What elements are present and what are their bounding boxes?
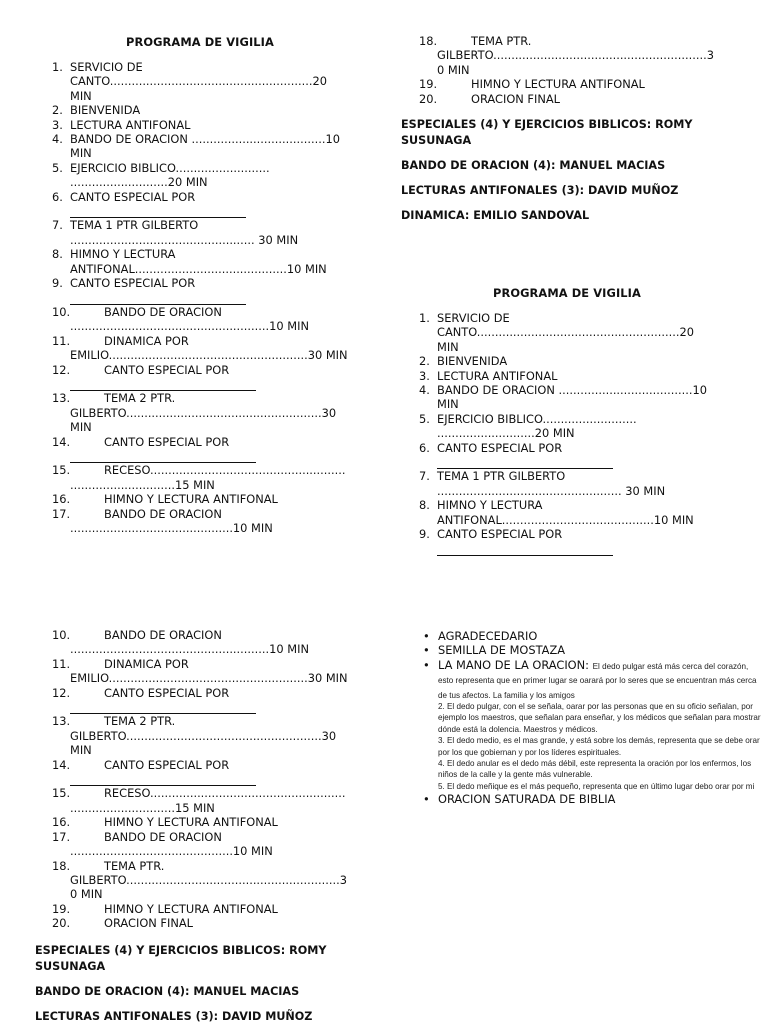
prayer-hand-text: 3. El dedo medio, es el mas grande, y está sobre los demás, representa que se debe orar por los que gobiernan y por los líderes espirituales. [438,736,760,757]
page-bottom-left [0,512,384,1024]
list-item: 14. CANTO ESPECIAL POR [52,758,372,787]
page-bottom-right [384,512,768,1024]
blank-line [70,451,256,463]
list-item: 1. SERVICIO DE CANTO........................................................20 MIN [419,311,694,354]
list-item: • ORACION SATURADA DE BIBLIA [420,792,765,806]
assignments [35,943,375,1034]
list-item: 12. CANTO ESPECIAL POR [52,686,372,715]
prayer-hand-text: 5. El dedo meñique es el más pequeño, representa que en último lugar debo orar por mi [438,781,755,791]
list-item: 2. BIENVENIDA [52,103,141,118]
blank-line [70,293,246,305]
list-item: 15. RECESO...................................................... .............................15 MIN [52,463,346,492]
list-item: 10. BANDO DE ORACION .......................................................10 MIN [52,628,309,657]
list-item: • AGRADECEDARIO [420,629,765,643]
assignment-line: ESPECIALES (4) Y EJERCICIOS BIBLICOS: ROMY SUSUNAGA [35,944,327,973]
list-item: 6. CANTO ESPECIAL POR [52,190,372,219]
list-item: 18. TEMA PTR. GILBERTO...........................................................3 0 MIN [52,858,347,902]
assignment-line: DINAMICA: EMILIO SANDOVAL [401,209,590,222]
list-item: 1. SERVICIO DE CANTO........................................................20 MIN [52,60,327,103]
list-item: 19. HIMNO Y LECTURA ANTIFONAL [52,901,278,916]
list-item: 5. EJERCICIO BIBLICO.......................... ...........................20 MIN [52,160,270,190]
list-item: 4. BANDO DE ORACION .....................................10 MIN [419,383,707,412]
list-item: 5. EJERCICIO BIBLICO.......................... ...........................20 MIN [419,411,637,441]
list-item: 4. BANDO DE ORACION .....................................10 MIN [52,132,340,161]
list-item: 13. TEMA 2 PTR. GILBERTO......................................................30 MIN [52,714,337,758]
program-list [52,60,372,535]
blank-line [70,379,256,391]
list-item: 12. CANTO ESPECIAL POR [52,363,372,392]
list-item: 7. TEMA 1 PTR GILBERTO ................................................... 30 MIN [419,469,666,498]
prayer-hand-text: El dedo pulgar está más cerca del corazón, esto representa que en primer lugar se oarará por lo seres que se encuentran más cerca de tus afectos. La familia y los amigos [438,661,757,700]
list-item: 8. HIMNO Y LECTURA ANTIFONAL..........................................10 MIN [419,498,694,527]
list-item: 6. CANTO ESPECIAL POR [419,441,749,470]
list-item: 15. RECESO...................................................... .............................15 MIN [52,786,346,815]
list-item: 9. CANTO ESPECIAL POR [52,276,372,305]
assignment-line: LECTURAS ANTIFONALES (3): DAVID MUÑOZ [35,1010,313,1023]
assignment-line: LECTURAS ANTIFONALES (3): DAVID MUÑOZ [401,184,679,197]
list-item: 8. HIMNO Y LECTURA ANTIFONAL..........................................10 MIN [52,247,327,276]
list-item: 20. ORACION FINAL [52,916,193,931]
page-top-right [384,0,768,542]
list-item: 17. BANDO DE ORACION .............................................10 MIN [52,506,273,535]
blank-line [70,774,256,786]
prayer-hand-text: 4. El dedo anular es el dedo más débil, este representa la oración por los enfermos, los niños de la calle y la gente más vulnerable. [438,759,752,780]
list-item [420,658,765,792]
blank-line [70,702,256,714]
list-item: 7. TEMA 1 PTR GILBERTO ................................................... 30 MIN [52,218,299,247]
list-item: 17. BANDO DE ORACION .............................................10 MIN [52,829,273,859]
prayer-hand-text: 2. El dedo pulgar, con el se señala, oarar por las personas que en su oficio señalan, por ejemplo los maestros, que señalan para enseñar, y los médicos que señalan para mostrar dónde está la dolencia. Maestros y médicos. [438,702,761,734]
bullet-list [420,629,765,807]
list-item: 20. ORACION FINAL [419,91,560,106]
program-list-continued [52,628,372,931]
assignment-line: BANDO DE ORACION (4): MANUEL MACIAS [401,159,666,172]
list-item: 3. LECTURA ANTIFONAL [419,368,558,383]
list-item: 16. HIMNO Y LECTURA ANTIFONAL [52,815,278,830]
list-item: • SEMILLA DE MOSTAZA [420,643,765,657]
list-item: 14. CANTO ESPECIAL POR [52,435,372,464]
program-title: PROGRAMA DE VIGILIA [126,35,274,49]
list-item: 3. LECTURA ANTIFONAL [52,117,191,132]
list-item: 10. BANDO DE ORACION .......................................................10 MIN [52,304,309,334]
list-item: 16. HIMNO Y LECTURA ANTIFONAL [52,492,278,507]
assignments [401,117,751,233]
program-title: PROGRAMA DE VIGILIA [493,286,641,300]
list-item: 13. TEMA 2 PTR. GILBERTO......................................................30 MIN [52,391,337,435]
program-list-continued [419,34,749,106]
list-item: 18. TEMA PTR. GILBERTO...........................................................3 0 MIN [419,34,714,77]
list-item: 11. DINAMICA POR EMILIO.......................................................30 MIN [52,656,348,686]
list-item: 2. BIENVENIDA [419,354,508,369]
list-item: 9. CANTO ESPECIAL POR [419,527,749,556]
assignment-line: BANDO DE ORACION (4): MANUEL MACIAS [35,985,300,998]
page-top-left [0,0,384,535]
blank-line [437,457,613,469]
list-item: 11. DINAMICA POR EMILIO.......................................................30 MIN [52,333,348,363]
blank-line [70,206,246,218]
assignment-line: ESPECIALES (4) Y EJERCICIOS BIBLICOS: ROMY SUSUNAGA [401,118,693,147]
list-item: 19. HIMNO Y LECTURA ANTIFONAL [419,77,645,92]
bullet-heading: LA MANO DE LA ORACION: [438,657,590,672]
